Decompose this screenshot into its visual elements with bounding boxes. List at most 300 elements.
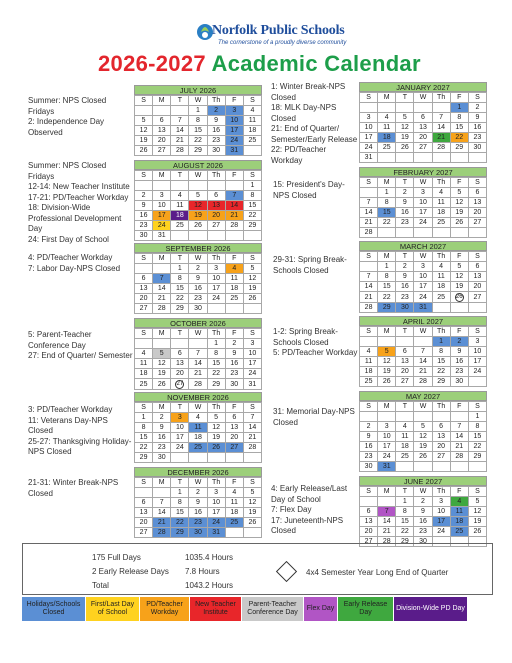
weekday-header: W: [189, 96, 207, 106]
day-cell: [171, 231, 189, 241]
week-row: [135, 264, 262, 274]
day-cell: 3: [171, 413, 189, 423]
day-cell: 26: [207, 443, 225, 453]
day-cell: 15: [207, 359, 225, 369]
note-line: 7: Labor Day-NPS Closed: [28, 263, 121, 273]
day-cell: [171, 453, 189, 463]
day-cell: 12: [450, 198, 468, 208]
day-cell: 30: [135, 231, 153, 241]
day-cell: 9: [189, 498, 207, 508]
day-cell: 24: [432, 527, 450, 537]
note-line: 15: President's Day-NPS Closed: [273, 180, 345, 200]
day-cell: 16: [189, 284, 207, 294]
day-cell: 21: [225, 211, 243, 221]
day-cell: 28: [432, 143, 450, 153]
day-cell: 25: [225, 518, 243, 528]
legend-item: New Teacher Institute: [190, 597, 242, 621]
day-cell: 14: [414, 357, 432, 367]
day-cell: 16: [414, 517, 432, 527]
day-cell: 7: [450, 422, 468, 432]
week-row: [360, 347, 487, 357]
day-cell: 4: [432, 188, 450, 198]
day-cell: 15: [378, 282, 396, 292]
day-cell: 22: [243, 211, 261, 221]
day-cell: 11: [432, 198, 450, 208]
day-cell: [135, 106, 153, 116]
day-cell: 18: [432, 208, 450, 218]
day-cell: [396, 462, 414, 472]
day-cell: 22: [468, 442, 486, 452]
notes-nov: [28, 405, 133, 458]
day-cell: 31: [360, 153, 378, 163]
day-cell: 28: [153, 304, 171, 314]
weekday-header: S: [243, 254, 261, 264]
day-cell: [396, 412, 414, 422]
weekday-header: W: [189, 254, 207, 264]
calendar-feb: [359, 167, 487, 238]
day-cell: 31: [225, 146, 243, 156]
day-cell: 21: [153, 518, 171, 528]
day-cell: 16: [468, 123, 486, 133]
weekday-header: S: [135, 254, 153, 264]
week-row: [135, 453, 262, 463]
week-row: [360, 103, 487, 113]
day-cell: 14: [189, 359, 207, 369]
day-cell: 24: [153, 221, 171, 231]
day-cell: [468, 228, 486, 238]
day-cell: [135, 264, 153, 274]
day-cell: 25: [171, 221, 189, 231]
day-cell: 29: [189, 146, 207, 156]
day-cell: 4: [360, 347, 378, 357]
weekday-header: M: [378, 252, 396, 262]
day-cell: 8: [135, 423, 153, 433]
day-cell: [153, 264, 171, 274]
week-row: [360, 517, 487, 527]
weekday-header: M: [153, 403, 171, 413]
day-cell: [378, 412, 396, 422]
day-cell: 20: [135, 518, 153, 528]
week-row: [360, 442, 487, 452]
day-cell: 19: [414, 442, 432, 452]
school-tagline: The cornerstone of a proudly diverse community: [218, 40, 347, 46]
total-label: Total: [92, 581, 109, 590]
day-cell: 4: [189, 413, 207, 423]
note-line: 3: PD/Teacher Workday: [28, 405, 113, 414]
day-cell: [432, 412, 450, 422]
day-cell: 3: [432, 497, 450, 507]
day-cell: 8: [171, 498, 189, 508]
month-title: AUGUST 2026: [134, 160, 262, 170]
day-cell: 15: [396, 517, 414, 527]
weekday-header: F: [225, 478, 243, 488]
day-cell: 5: [414, 422, 432, 432]
day-cell: 5: [243, 264, 261, 274]
day-cell: 3: [414, 262, 432, 272]
day-cell: 7: [360, 198, 378, 208]
day-cell: 1: [450, 103, 468, 113]
note-line: 21: End of Quarter/ Semester/Early Release: [271, 124, 358, 144]
day-cell: 26: [243, 294, 261, 304]
day-cell: 2: [225, 339, 243, 349]
day-cell: 10: [225, 116, 243, 126]
day-cell: 10: [414, 198, 432, 208]
weekday-header: F: [225, 403, 243, 413]
week-row: [135, 201, 262, 211]
day-cell: [432, 303, 450, 313]
day-cell: [414, 103, 432, 113]
day-cell: 4: [396, 422, 414, 432]
week-row: [360, 527, 487, 537]
day-cell: [360, 497, 378, 507]
day-cell: 19: [243, 508, 261, 518]
legend-item: Holidays/Schools Closed: [22, 597, 86, 621]
day-cell: 12: [414, 432, 432, 442]
day-cell: 22: [432, 367, 450, 377]
day-cell: 23: [468, 133, 486, 143]
weekday-header: Th: [432, 487, 450, 497]
weekday-header: S: [135, 478, 153, 488]
day-cell: 27: [207, 221, 225, 231]
day-cell: 29: [432, 377, 450, 387]
day-cell: [225, 528, 243, 538]
day-cell: 23: [450, 367, 468, 377]
day-cell: 30: [189, 304, 207, 314]
day-cell: [450, 462, 468, 472]
day-cell: 2: [189, 488, 207, 498]
day-cell: 29: [135, 453, 153, 463]
day-cell: [396, 228, 414, 238]
day-cell: 1: [432, 337, 450, 347]
weekday-header: S: [468, 402, 486, 412]
day-cell: 5: [243, 488, 261, 498]
day-cell: 23: [396, 292, 414, 303]
day-cell: 21: [153, 294, 171, 304]
day-cell: 24: [468, 367, 486, 377]
day-cell: 11: [378, 123, 396, 133]
month-title: MAY 2027: [359, 391, 487, 401]
day-cell: [432, 103, 450, 113]
week-row: [135, 443, 262, 453]
day-cell: 3: [360, 113, 378, 123]
day-cell: 13: [171, 359, 189, 369]
day-cell: 4: [225, 488, 243, 498]
weekday-header: S: [360, 487, 378, 497]
day-cell: 24: [225, 136, 243, 146]
weekday-header: T: [171, 171, 189, 181]
day-cell: 4: [171, 191, 189, 201]
week-row: [135, 181, 262, 191]
day-cell: 11: [225, 498, 243, 508]
day-cell: 12: [468, 507, 486, 517]
day-cell: 12: [396, 123, 414, 133]
note-line: 4: Early Release/Last Day of School: [271, 484, 348, 504]
day-cell: 24: [243, 369, 261, 379]
note-line: 24: First Day of School: [28, 234, 109, 244]
day-cell: 11: [432, 272, 450, 282]
day-cell: 22: [189, 136, 207, 146]
week-row: [360, 218, 487, 228]
weekday-header: F: [450, 327, 468, 337]
day-cell: 25: [396, 452, 414, 462]
calendar-may: [359, 391, 487, 472]
day-cell: 7: [432, 113, 450, 123]
day-cell: 28: [360, 303, 378, 313]
day-cell: 14: [360, 282, 378, 292]
weekday-header: S: [360, 93, 378, 103]
weekday-header: W: [189, 171, 207, 181]
day-cell: 14: [171, 126, 189, 136]
notes-jun: [271, 484, 359, 537]
day-cell: 1: [171, 264, 189, 274]
day-cell: 5: [207, 413, 225, 423]
weekday-header: M: [378, 178, 396, 188]
day-cell: 19: [135, 136, 153, 146]
week-row: [360, 133, 487, 143]
day-cell: 1: [207, 339, 225, 349]
day-cell: 13: [468, 198, 486, 208]
day-cell: 13: [153, 126, 171, 136]
note-line: 17: Juneteenth-NPS Closed: [271, 515, 344, 535]
weekday-header: S: [243, 403, 261, 413]
day-cell: 8: [396, 507, 414, 517]
weekday-header: Th: [207, 403, 225, 413]
day-cell: 21: [171, 136, 189, 146]
weekday-header: T: [171, 478, 189, 488]
weekday-header: F: [450, 487, 468, 497]
weekday-header: S: [468, 178, 486, 188]
day-cell: 17: [360, 133, 378, 143]
day-cell: 14: [360, 208, 378, 218]
day-cell: 12: [135, 126, 153, 136]
full-hours: 1035.4 Hours: [185, 553, 234, 562]
note-line: Summer: NPS Closed Fridays: [28, 161, 107, 181]
day-cell: 20: [207, 211, 225, 221]
day-cell: 4: [450, 497, 468, 507]
day-cell: 24: [171, 443, 189, 453]
note-line: 18: MLK Day-NPS Closed: [271, 103, 337, 123]
notes-aug: [28, 161, 133, 245]
week-row: [360, 432, 487, 442]
week-row: [135, 518, 262, 528]
day-cell: [171, 181, 189, 191]
day-cell: 15: [171, 508, 189, 518]
day-cell: [432, 228, 450, 238]
weekday-header: Th: [432, 178, 450, 188]
day-cell: 16: [450, 357, 468, 367]
day-cell: 13: [360, 517, 378, 527]
month-title: JANUARY 2027: [359, 82, 487, 92]
day-cell: 10: [243, 349, 261, 359]
day-cell: 19: [396, 133, 414, 143]
weekday-header: Th: [207, 254, 225, 264]
day-cell: 6: [414, 113, 432, 123]
note-line: 7: Flex Day: [271, 505, 312, 514]
day-cell: 19: [468, 517, 486, 527]
day-cell: [207, 453, 225, 463]
day-cell: 16: [225, 359, 243, 369]
day-cell: 19: [378, 367, 396, 377]
day-cell: [243, 528, 261, 538]
day-cell: 15: [135, 433, 153, 443]
weekday-header: T: [171, 96, 189, 106]
day-cell: 26: [189, 221, 207, 231]
day-cell: 26: [468, 527, 486, 537]
day-cell: 11: [243, 116, 261, 126]
day-cell: 22: [171, 294, 189, 304]
calendar-mar: [359, 241, 487, 313]
day-cell: 19: [189, 211, 207, 221]
legend-item: Parent-Teacher Conference Day: [242, 597, 304, 621]
day-cell: [225, 181, 243, 191]
week-row: [360, 367, 487, 377]
weekday-header: S: [135, 96, 153, 106]
day-cell: [450, 412, 468, 422]
day-cell: 25: [378, 143, 396, 153]
day-cell: 21: [378, 527, 396, 537]
weekday-header: S: [135, 329, 153, 339]
day-cell: 23: [360, 452, 378, 462]
day-cell: 20: [432, 442, 450, 452]
day-cell: 12: [189, 201, 207, 211]
day-cell: 30: [414, 537, 432, 547]
full-days: 175 Full Days: [92, 553, 141, 562]
day-cell: 12: [153, 359, 171, 369]
weekday-header: M: [378, 402, 396, 412]
week-row: [360, 208, 487, 218]
month-title: SEPTEMBER 2026: [134, 243, 262, 253]
weekday-header: S: [243, 478, 261, 488]
day-cell: 10: [432, 507, 450, 517]
day-cell: 27: [468, 218, 486, 228]
note-line: 5: PD/Teacher Workday: [273, 348, 358, 357]
day-cell: 22: [378, 292, 396, 303]
day-cell: 30: [207, 146, 225, 156]
day-cell: 25: [432, 292, 450, 303]
day-cell: 23: [153, 443, 171, 453]
notes-sep: [28, 253, 133, 274]
day-cell: 13: [468, 272, 486, 282]
weekday-header: W: [189, 478, 207, 488]
legend: [22, 597, 512, 621]
day-cell: 25: [432, 218, 450, 228]
day-cell: 3: [378, 422, 396, 432]
notes-oct: [28, 330, 133, 362]
day-cell: 28: [243, 443, 261, 453]
weekday-header: M: [378, 327, 396, 337]
day-cell: 30: [225, 379, 243, 390]
week-row: [360, 113, 487, 123]
weekday-header: W: [414, 178, 432, 188]
day-cell: 26: [378, 377, 396, 387]
day-cell: 5: [450, 262, 468, 272]
day-cell: 2: [135, 191, 153, 201]
week-row: [360, 357, 487, 367]
day-cell: 27: [414, 143, 432, 153]
day-cell: 7: [360, 272, 378, 282]
day-cell: 31: [378, 462, 396, 472]
week-row: [135, 413, 262, 423]
day-cell: 12: [378, 357, 396, 367]
day-cell: 15: [171, 284, 189, 294]
day-cell: 14: [153, 508, 171, 518]
note-line: 1: Winter Break-NPS Closed: [271, 82, 346, 102]
day-cell: 14: [225, 201, 243, 211]
weekday-header: Th: [432, 402, 450, 412]
month-title: JUNE 2027: [359, 476, 487, 486]
day-cell: 25: [135, 379, 153, 390]
day-cell: 8: [243, 191, 261, 201]
day-cell: 5: [396, 113, 414, 123]
day-cell: 23: [396, 218, 414, 228]
week-row: [360, 123, 487, 133]
day-cell: 27: [153, 146, 171, 156]
day-cell: 29: [243, 221, 261, 231]
day-cell: 7: [171, 116, 189, 126]
weekday-header: M: [153, 478, 171, 488]
week-row: [360, 262, 487, 272]
day-cell: [468, 153, 486, 163]
early-hours: 7.8 Hours: [185, 567, 220, 576]
day-cell: 29: [396, 537, 414, 547]
weekday-header: S: [360, 402, 378, 412]
day-cell: 7: [189, 349, 207, 359]
day-cell: 10: [378, 432, 396, 442]
day-cell: 12: [450, 272, 468, 282]
weekday-header: W: [414, 327, 432, 337]
day-cell: 17: [468, 357, 486, 367]
note-line: 17-21: PD/Teacher Workday: [28, 192, 129, 202]
day-cell: 21: [432, 133, 450, 143]
weekday-header: S: [360, 327, 378, 337]
day-cell: 25: [450, 527, 468, 537]
day-cell: 5: [135, 116, 153, 126]
week-row: [135, 433, 262, 443]
week-row: [135, 136, 262, 146]
day-cell: 30: [450, 377, 468, 387]
day-cell: 28: [189, 379, 207, 390]
month-title: MARCH 2027: [359, 241, 487, 251]
day-cell: [396, 337, 414, 347]
day-cell: [135, 339, 153, 349]
day-cell: 9: [360, 432, 378, 442]
day-cell: 23: [189, 294, 207, 304]
day-cell: 6: [225, 413, 243, 423]
month-title: APRIL 2027: [359, 316, 487, 326]
day-cell: 13: [135, 284, 153, 294]
day-cell: [153, 488, 171, 498]
day-cell: 19: [153, 369, 171, 379]
day-cell: [225, 453, 243, 463]
note-line: 29-31: Spring Break-Schools Closed: [273, 255, 347, 275]
week-row: [135, 379, 262, 390]
note-line: Summer: NPS Closed Fridays: [28, 96, 107, 116]
day-cell: 13: [207, 201, 225, 211]
day-cell: [153, 339, 171, 349]
day-cell: [378, 153, 396, 163]
week-row: [360, 303, 487, 313]
week-row: [135, 359, 262, 369]
day-cell: 3: [153, 191, 171, 201]
day-cell: 18: [432, 282, 450, 292]
day-cell: 9: [468, 113, 486, 123]
day-cell: 9: [396, 272, 414, 282]
day-cell: [207, 304, 225, 314]
day-cell: 21: [450, 442, 468, 452]
day-cell: 4: [135, 349, 153, 359]
day-cell: 6: [468, 262, 486, 272]
day-cell: [396, 153, 414, 163]
